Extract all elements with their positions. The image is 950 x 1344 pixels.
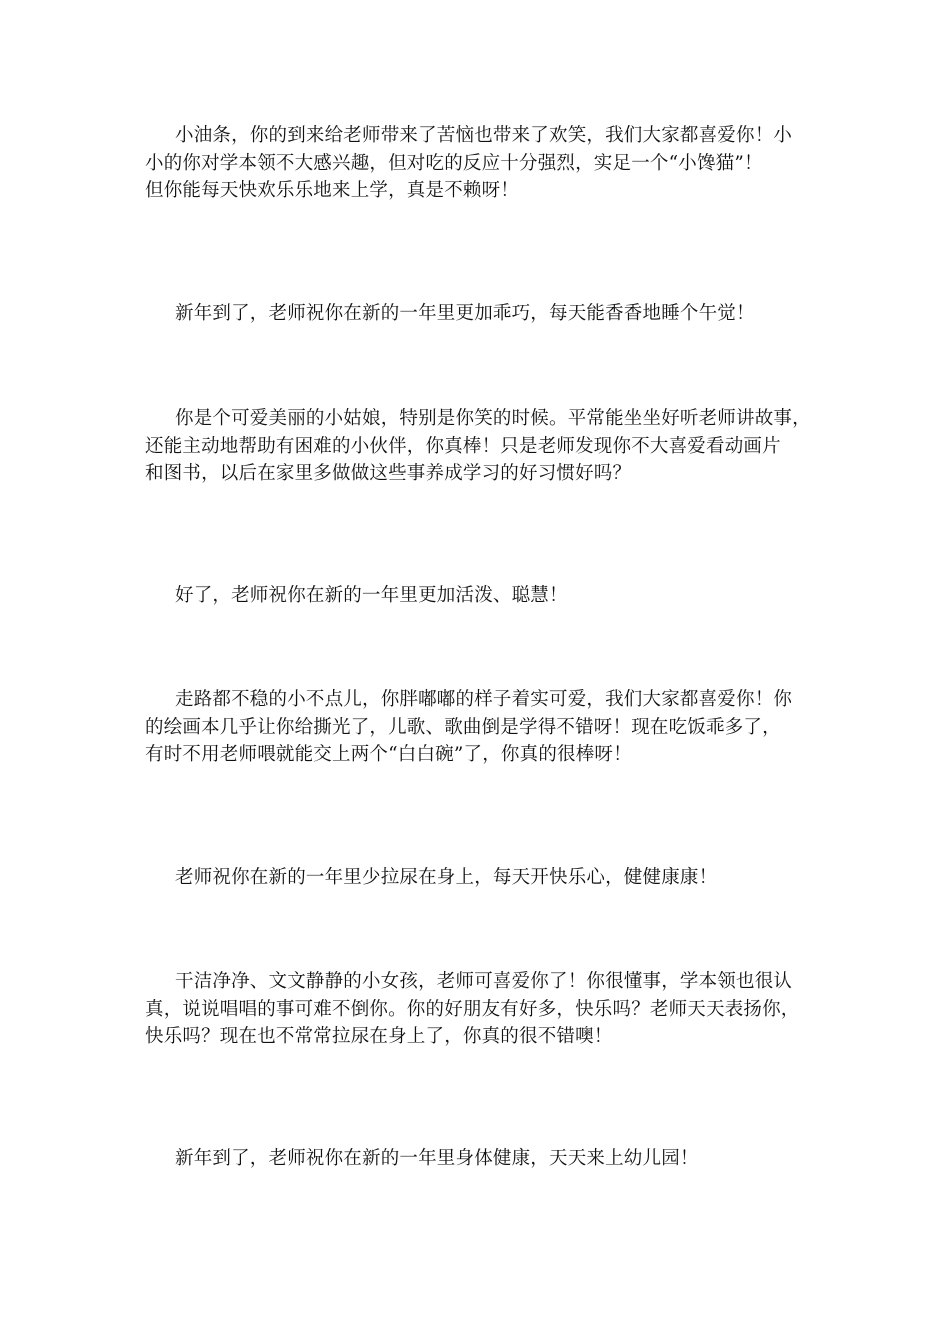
paragraph-line: 和图书，以后在家里多做做这些事养成学习的好习惯好吗？ [145, 463, 632, 484]
paragraph-wish-1 [145, 300, 825, 328]
paragraph-line: 的绘画本几乎让你给撕光了，儿歌、歌曲倒是学得不错呀！现在吃饭乖多了， [145, 716, 781, 738]
paragraph-line: 干洁净净、文文静静的小女孩，老师可喜爱你了！你很懂事，学本领也很认 [175, 971, 793, 992]
paragraph-line: 快乐吗？现在也不常常拉尿在身上了，你真的很不错噢！ [145, 1026, 613, 1047]
paragraph-line: 新年到了，老师祝你在新的一年里更加乖巧，每天能香香地睡个午觉！ [175, 303, 755, 324]
paragraph-comment-2 [145, 405, 825, 488]
paragraph-wish-4 [145, 1145, 825, 1173]
paragraph-line: 老师祝你在新的一年里少拉尿在身上，每天开快乐心，健健康康！ [175, 867, 718, 888]
paragraph-line: 好了，老师祝你在新的一年里更加活泼、聪慧！ [175, 585, 568, 606]
paragraph-line: 但你能每天快欢乐乐地来上学，真是不赖呀！ [145, 180, 520, 201]
paragraph-wish-3 [145, 864, 825, 892]
paragraph-wish-2 [145, 582, 825, 610]
paragraph-comment-3 [145, 686, 825, 769]
paragraph-line: 走路都不稳的小不点儿，你胖嘟嘟的样子着实可爱，我们大家都喜爱你！你 [175, 689, 793, 710]
paragraph-line: 新年到了，老师祝你在新的一年里身体健康，天天来上幼儿园！ [175, 1148, 699, 1169]
paragraph-comment-4 [145, 968, 825, 1051]
paragraph-line: 你是个可爱美丽的小姑娘，特别是你笑的时候。平常能坐坐好听老师讲故事， [175, 408, 811, 429]
paragraph-comment-1 [145, 122, 825, 205]
paragraph-line: 小油条，你的到来给老师带来了苦恼也带来了欢笑，我们大家都喜爱你！小 [175, 125, 793, 146]
paragraph-line: 还能主动地帮助有困难的小伙伴，你真棒！只是老师发现你不大喜爱看动画片 [145, 435, 781, 457]
paragraph-line: 小的你对学本领不大感兴趣，但对吃的反应十分强烈，实足一个“小馋猫”！ [145, 152, 763, 174]
paragraph-line: 真，说说唱唱的事可难不倒你。你的好朋友有好多，快乐吗？老师天天表扬你， [145, 998, 800, 1020]
paragraph-line: 有时不用老师喂就能交上两个“白白碗”了，你真的很棒呀！ [145, 744, 632, 765]
